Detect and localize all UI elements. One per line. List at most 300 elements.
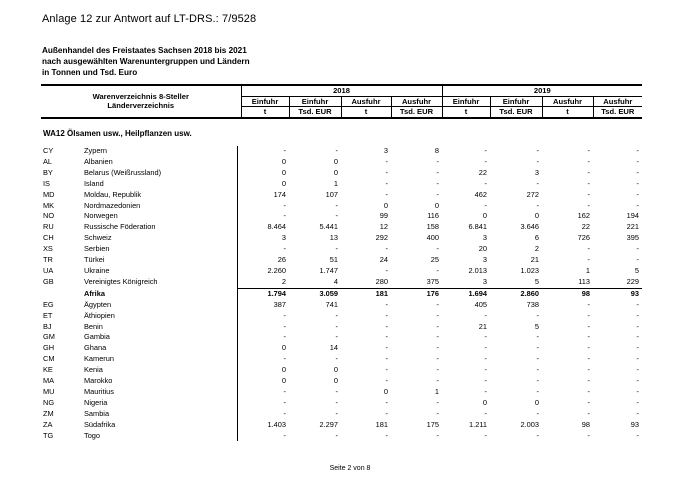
value-cell: - (237, 211, 289, 222)
value-cell: - (237, 311, 289, 322)
value-cell: 3 (482, 233, 487, 243)
value-cell: 194 (626, 211, 639, 221)
value-cell: - (385, 189, 388, 199)
country-code: CM (43, 354, 55, 364)
table-row (41, 190, 642, 201)
country-name: Togo (84, 430, 101, 440)
value-cell: - (436, 299, 439, 309)
value-cell: 3 (383, 146, 388, 155)
value-cell: - (335, 332, 338, 342)
value-cell: 4 (333, 276, 338, 286)
value-cell: - (385, 397, 388, 407)
value-cell: - (636, 408, 639, 418)
value-cell: 400 (426, 233, 439, 243)
value-cell: - (484, 354, 487, 364)
value-cell: 0 (237, 168, 289, 179)
country-name: Kenia (84, 365, 103, 375)
value-cell: 387 (237, 300, 289, 311)
value-cell: - (536, 332, 539, 342)
table-row (41, 168, 642, 179)
value-cell: - (436, 397, 439, 407)
country-name: Kamerun (84, 354, 114, 364)
value-cell: 93 (593, 288, 642, 299)
value-cell: - (436, 167, 439, 177)
value-cell: - (536, 310, 539, 320)
country-name: Island (84, 178, 104, 188)
value-cell: - (385, 310, 388, 320)
value-cell: 6 (534, 233, 539, 243)
value-cell: 0 (237, 365, 289, 376)
value-cell: 3 (534, 167, 539, 177)
value-cell: 22 (581, 222, 590, 232)
value-cell: 93 (630, 419, 639, 429)
value-cell: 1 (333, 178, 338, 188)
value-cell: - (587, 167, 590, 177)
value-cell: - (587, 255, 590, 265)
value-cell: 1.794 (237, 288, 289, 299)
value-cell: - (385, 156, 388, 166)
value-cell: - (636, 156, 639, 166)
country-code: AL (43, 156, 53, 166)
value-cell: 22 (478, 167, 487, 177)
value-cell: - (237, 431, 289, 442)
country-name: Ukraine (84, 265, 110, 275)
value-cell: - (484, 200, 487, 210)
value-cell: 51 (329, 255, 338, 265)
value-cell: - (587, 397, 590, 407)
value-cell: - (335, 321, 338, 331)
table-row (41, 277, 642, 288)
table-row (41, 332, 642, 343)
value-cell: 175 (426, 419, 439, 429)
country-name: Marokko (84, 376, 113, 386)
country-code: ET (43, 310, 53, 320)
country-code: NO (43, 211, 55, 221)
country-code: ZA (43, 419, 53, 429)
value-cell: 0 (383, 200, 388, 210)
table-row (41, 244, 642, 255)
value-cell: - (436, 244, 439, 254)
value-cell: 2.260 (237, 266, 289, 277)
value-cell: - (636, 321, 639, 331)
unit-label: t (442, 107, 490, 118)
value-cell: - (636, 310, 639, 320)
unit-label: t (341, 107, 391, 118)
value-cell: 0 (237, 157, 289, 168)
value-cell: 375 (426, 276, 439, 286)
section-heading: WA12 Ölsamen usw., Heilpflanzen usw. (43, 129, 192, 138)
value-cell: - (335, 146, 338, 155)
value-cell: - (636, 200, 639, 210)
value-cell: 26 (237, 255, 289, 266)
value-cell: - (335, 244, 338, 254)
value-cell: 8.464 (237, 222, 289, 233)
value-cell: - (587, 200, 590, 210)
value-cell: 272 (526, 189, 539, 199)
value-cell: 395 (626, 233, 639, 243)
value-cell: 181 (375, 419, 388, 429)
country-code: GM (43, 332, 55, 342)
heading-cell (41, 85, 241, 118)
value-cell: - (587, 408, 590, 418)
value-cell: - (436, 265, 439, 275)
unit-label: t (542, 107, 593, 118)
value-cell: - (636, 376, 639, 386)
value-cell: 0 (333, 365, 338, 375)
value-cell: 6.841 (468, 222, 487, 232)
value-cell: 5 (634, 265, 639, 275)
country-code: CY (43, 146, 54, 155)
value-cell: - (436, 430, 439, 440)
value-cell: - (587, 365, 590, 375)
value-cell: 158 (426, 222, 439, 232)
unit-label: Tsd. EUR (391, 107, 442, 118)
value-cell: 0 (383, 386, 388, 396)
value-cell: - (636, 354, 639, 364)
value-cell: 99 (379, 211, 388, 221)
value-cell: 0 (333, 167, 338, 177)
col-label: Einfuhr (442, 96, 490, 107)
value-cell: - (636, 146, 639, 155)
value-cell: - (636, 167, 639, 177)
value-cell: - (385, 244, 388, 254)
value-cell: - (636, 189, 639, 199)
value-cell: - (636, 299, 639, 309)
value-cell: - (484, 365, 487, 375)
table-row (41, 157, 642, 168)
country-code: MK (43, 200, 55, 210)
value-cell: - (385, 299, 388, 309)
value-cell: 280 (375, 276, 388, 286)
value-cell: - (587, 321, 590, 331)
value-cell: 3 (237, 233, 289, 244)
value-cell: 1.403 (237, 420, 289, 431)
value-cell: 5 (534, 321, 539, 331)
value-cell: - (237, 398, 289, 409)
value-cell: - (335, 200, 338, 210)
value-cell: - (636, 386, 639, 396)
country-code: NG (43, 397, 55, 407)
country-name: Schweiz (84, 233, 112, 243)
value-cell: 738 (526, 299, 539, 309)
value-cell: 5 (534, 276, 539, 286)
value-cell: - (587, 156, 590, 166)
country-name: Afrika (84, 288, 105, 298)
title-line-2: nach ausgewählten Warenuntergruppen und Ländern (42, 57, 250, 66)
title-line-3: in Tonnen und Tsd. Euro (42, 68, 138, 77)
table-row (41, 222, 642, 233)
value-cell: 1.023 (520, 265, 539, 275)
value-cell: 462 (474, 189, 487, 199)
value-cell: 1.694 (442, 288, 490, 299)
value-cell: - (484, 386, 487, 396)
value-cell: - (436, 189, 439, 199)
value-cell: - (587, 430, 590, 440)
country-name: Äthiopien (84, 310, 115, 320)
value-cell: 2.860 (490, 288, 542, 299)
unit-label: t (241, 107, 289, 118)
value-cell: - (587, 386, 590, 396)
value-cell: 21 (530, 255, 539, 265)
value-cell: 3 (482, 276, 487, 286)
country-name: Vereinigtes Königreich (84, 277, 158, 287)
value-cell: - (385, 167, 388, 177)
value-cell: - (335, 211, 338, 221)
country-name: Albanien (84, 156, 113, 166)
value-cell: 14 (329, 343, 338, 353)
country-code: MA (43, 376, 55, 386)
page-number: Seite 2 von 8 (329, 465, 371, 472)
country-code: CH (43, 233, 54, 243)
value-cell: 174 (237, 190, 289, 201)
value-cell: - (385, 321, 388, 331)
value-cell: 107 (325, 189, 338, 199)
document-reference: Anlage 12 zur Antwort auf LT-DRS.: 7/9528 (42, 13, 257, 25)
country-name: Zypern (84, 146, 108, 155)
value-cell: - (237, 354, 289, 365)
value-cell: - (536, 408, 539, 418)
country-name: Nigeria (84, 397, 108, 407)
col-label: Ausfuhr (542, 96, 593, 107)
value-cell: - (436, 178, 439, 188)
value-cell: - (536, 156, 539, 166)
value-cell: - (587, 310, 590, 320)
col-label: Einfuhr (490, 96, 542, 107)
value-cell: - (536, 200, 539, 210)
value-cell: 13 (329, 233, 338, 243)
value-cell: 0 (237, 376, 289, 387)
table-row (41, 376, 642, 387)
value-cell: 24 (379, 255, 388, 265)
value-cell: 405 (474, 299, 487, 309)
value-cell: - (335, 310, 338, 320)
value-cell: - (636, 332, 639, 342)
value-cell: - (436, 365, 439, 375)
value-cell: - (587, 244, 590, 254)
value-cell: 113 (578, 276, 590, 286)
value-cell: - (385, 178, 388, 188)
value-cell: - (436, 408, 439, 418)
value-cell: 0 (534, 211, 539, 221)
unit-label: Tsd. EUR (593, 107, 642, 118)
value-cell: 176 (391, 288, 442, 299)
value-cell: 3.059 (289, 288, 341, 299)
value-cell: - (237, 146, 289, 157)
table-row (41, 211, 642, 222)
table-row (41, 343, 642, 354)
value-cell: 1 (585, 265, 590, 275)
value-cell: - (237, 201, 289, 212)
value-cell: - (385, 265, 388, 275)
country-name: Norwegen (84, 211, 118, 221)
value-cell: 2.013 (468, 265, 487, 275)
value-cell: - (636, 244, 639, 254)
value-cell: 98 (581, 419, 590, 429)
unit-label: Tsd. EUR (490, 107, 542, 118)
country-code: BJ (43, 321, 52, 331)
value-cell: - (484, 332, 487, 342)
value-cell: - (484, 156, 487, 166)
country-code: GH (43, 343, 55, 353)
value-cell: 0 (333, 156, 338, 166)
value-cell: - (484, 343, 487, 353)
data-table (41, 146, 642, 441)
value-cell: - (436, 354, 439, 364)
country-code: UA (43, 265, 54, 275)
value-cell: 1.747 (319, 265, 338, 275)
country-code: RU (43, 222, 54, 232)
value-cell: - (484, 310, 487, 320)
value-cell: 221 (626, 222, 639, 232)
year-2018: 2018 (241, 85, 442, 96)
value-cell: - (335, 354, 338, 364)
value-cell: 2 (534, 244, 539, 254)
value-cell: - (436, 376, 439, 386)
value-cell: - (587, 189, 590, 199)
value-cell: - (636, 365, 639, 375)
value-cell: - (587, 354, 590, 364)
value-cell: 0 (482, 397, 487, 407)
value-cell: 1.211 (469, 419, 487, 429)
value-cell: - (587, 299, 590, 309)
country-code: XS (43, 244, 53, 254)
value-cell: 3.646 (520, 222, 539, 232)
country-code: TR (43, 255, 53, 265)
value-cell: - (335, 430, 338, 440)
value-cell: 8 (434, 146, 439, 155)
country-code: ZM (43, 408, 54, 418)
value-cell: 116 (427, 211, 439, 221)
table-row (41, 431, 642, 442)
value-cell: - (237, 332, 289, 343)
value-cell: - (484, 408, 487, 418)
value-cell: 2 (237, 277, 289, 288)
table-row (41, 322, 642, 333)
country-name: Russische Föderation (84, 222, 156, 232)
country-code: KE (43, 365, 53, 375)
value-cell: - (335, 397, 338, 407)
country-name: Sambia (84, 408, 110, 418)
value-cell: - (385, 354, 388, 364)
value-cell: - (385, 376, 388, 386)
value-cell: - (436, 332, 439, 342)
value-cell: 1 (434, 386, 439, 396)
value-cell: - (484, 146, 487, 155)
value-cell: - (484, 178, 487, 188)
value-cell: - (536, 354, 539, 364)
value-cell: 726 (577, 233, 590, 243)
value-cell: - (484, 430, 487, 440)
value-cell: - (385, 430, 388, 440)
value-cell: 0 (534, 397, 539, 407)
country-code: GB (43, 277, 54, 287)
value-cell: - (587, 343, 590, 353)
value-cell: - (385, 365, 388, 375)
value-cell: - (237, 244, 289, 255)
unit-label: Tsd. EUR (289, 107, 341, 118)
country-code: MD (43, 189, 55, 199)
value-cell: - (587, 376, 590, 386)
value-cell: - (587, 146, 590, 155)
value-cell: 0 (237, 179, 289, 190)
country-name: Gambia (84, 332, 110, 342)
value-cell: 162 (577, 211, 590, 221)
table-row (41, 266, 642, 277)
country-name: Ghana (84, 343, 107, 353)
value-cell: - (536, 376, 539, 386)
value-cell: 0 (237, 343, 289, 354)
value-cell: - (536, 386, 539, 396)
table-row (41, 300, 642, 311)
col-label: Ausfuhr (341, 96, 391, 107)
country-name: Belarus (Weißrussland) (84, 167, 162, 177)
value-cell: 3 (482, 255, 487, 265)
heading-warenverzeichnis: Warenverzeichnis 8-Steller (92, 92, 189, 102)
value-cell: 25 (430, 255, 439, 265)
country-name: Ägypten (84, 299, 112, 309)
value-cell: 98 (542, 288, 593, 299)
table-row (41, 354, 642, 365)
value-cell: - (436, 156, 439, 166)
value-cell: - (237, 409, 289, 420)
value-cell: 0 (434, 200, 439, 210)
value-cell: 181 (341, 288, 391, 299)
value-cell: 0 (482, 211, 487, 221)
table-row (41, 146, 642, 157)
table-row (41, 311, 642, 322)
col-label: Einfuhr (241, 96, 289, 107)
country-name: Serbien (84, 244, 110, 254)
value-cell: 2.297 (319, 419, 338, 429)
value-cell: 5.441 (319, 222, 338, 232)
value-cell: - (385, 408, 388, 418)
table-row (41, 409, 642, 420)
year-2019: 2019 (442, 85, 642, 96)
country-name: Mauritius (84, 386, 114, 396)
col-label: Ausfuhr (391, 96, 442, 107)
value-cell: - (436, 321, 439, 331)
country-code: EG (43, 299, 54, 309)
table-row (41, 387, 642, 398)
table-row (41, 255, 642, 266)
value-cell: 2.003 (520, 419, 539, 429)
col-label: Ausfuhr (593, 96, 642, 107)
value-cell: - (636, 178, 639, 188)
value-cell: - (536, 430, 539, 440)
country-code: IS (43, 178, 50, 188)
value-cell: - (385, 332, 388, 342)
heading-laenderverzeichnis: Länderverzeichnis (107, 101, 175, 111)
value-cell: - (636, 343, 639, 353)
value-cell: - (587, 178, 590, 188)
value-cell: - (587, 332, 590, 342)
value-cell: - (536, 343, 539, 353)
table-header (41, 84, 642, 119)
country-code: MU (43, 386, 55, 396)
value-cell: 741 (325, 299, 338, 309)
value-cell: 21 (478, 321, 487, 331)
value-cell: - (237, 387, 289, 398)
title-line-1: Außenhandel des Freistaates Sachsen 2018 bis 2021 (42, 46, 247, 55)
country-name: Nordmazedonien (84, 200, 141, 210)
country-code: BY (43, 167, 53, 177)
country-name: Moldau, Republik (84, 189, 142, 199)
value-cell: 20 (478, 244, 487, 254)
value-cell: 0 (333, 376, 338, 386)
value-cell: - (335, 386, 338, 396)
value-cell: 292 (375, 233, 388, 243)
value-cell: - (436, 310, 439, 320)
